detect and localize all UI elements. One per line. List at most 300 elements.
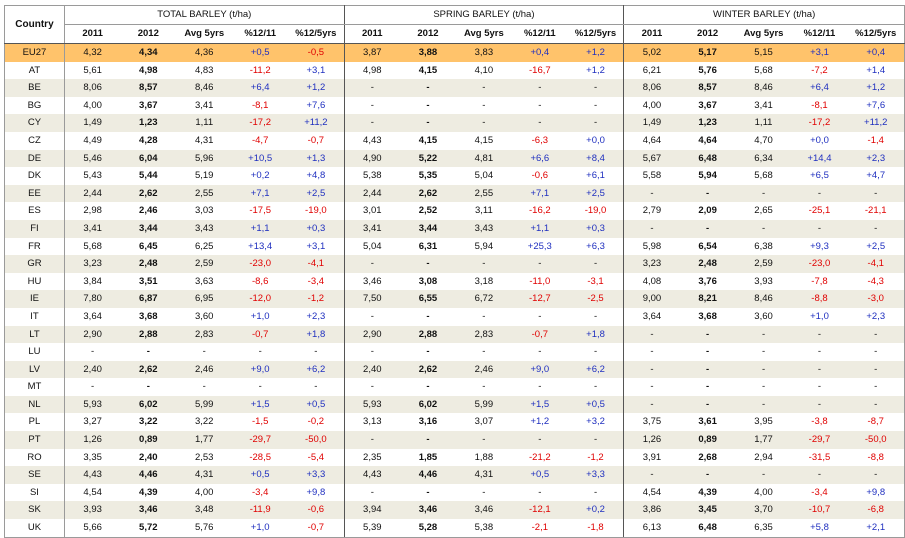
value-cell: 3,27 [83,416,102,428]
value-cell: - [146,346,150,358]
value-cell: 3,43 [456,220,512,238]
value-cell: -6,3 [531,134,549,146]
value-cell: +14,4 [792,150,848,168]
value-cell: - [792,361,848,379]
value-cell: 3,64 [83,310,102,322]
value-cell: 4,10 [474,64,494,76]
value-cell: +1,2 [530,416,550,428]
value-cell: 2,46 [456,361,512,379]
value-cell: - [512,79,568,97]
value-cell: -12,7 [512,290,568,308]
value-cell: +1,8 [568,326,624,344]
value-cell: 6,34 [736,150,792,168]
value-cell: 2,09 [698,205,717,217]
value-cell: -6,8 [847,501,904,519]
country-cell: LU [5,343,65,361]
value-cell: 3,22 [194,416,214,428]
value-cell: +6,6 [512,150,568,168]
value-cell: +7,6 [306,99,326,111]
value-cell: 3,60 [194,310,214,322]
value-cell: - [792,396,848,414]
spring-subcolumn-header: 2012 [400,25,456,44]
value-cell: 3,46 [400,501,456,519]
value-cell: - [568,114,624,132]
value-cell: +3,3 [288,466,344,484]
table-row [5,343,905,361]
barley-yield-table [4,5,905,538]
value-cell: +1,1 [232,220,288,238]
value-cell: - [482,346,486,358]
value-cell: - [344,97,400,115]
value-cell: - [817,381,822,393]
value-cell: - [847,396,904,414]
value-cell: 5,94 [474,240,494,252]
value-cell: - [624,361,680,379]
value-cell: 4,28 [139,134,158,146]
table-row [5,484,905,502]
value-cell: +7,1 [232,185,288,203]
value-cell: +0,0 [810,134,829,146]
value-cell: - [680,220,736,238]
value-cell: +2,5 [288,185,344,203]
value-cell: - [593,310,598,322]
table-row [5,466,905,484]
value-cell: -8,1 [811,99,828,111]
value-cell: 3,63 [194,275,214,287]
value-cell: - [400,79,456,97]
value-cell: +6,1 [586,170,605,182]
country-cell: SK [5,501,65,519]
value-cell: +6,2 [568,361,624,379]
table-row [5,255,905,273]
value-cell: 2,52 [418,205,438,217]
value-cell: -19,0 [305,205,327,217]
value-cell: +7,6 [866,99,886,111]
value-cell: - [426,346,430,358]
value-cell: - [482,381,486,393]
value-cell: +6,5 [810,170,829,182]
value-cell: -8,8 [867,451,884,463]
table-row [5,519,905,537]
value-cell: 3,43 [176,220,232,238]
value-cell: 3,86 [624,501,680,519]
value-cell: - [874,381,878,393]
value-cell: -21,1 [864,205,887,217]
value-cell: - [847,326,904,344]
value-cell: +2,5 [866,240,886,252]
value-cell: -11,0 [529,275,551,287]
country-cell: EE [5,185,65,203]
value-cell: +0,3 [288,220,344,238]
value-cell: -17,2 [232,114,288,132]
country-cell: SI [5,484,65,502]
total-subcolumn-header: %12/11 [232,25,288,44]
value-cell: - [847,466,904,484]
value-cell: 5,15 [736,44,792,62]
value-cell: +0,5 [232,466,288,484]
value-cell: 5,04 [344,238,400,256]
value-cell: +3,2 [586,416,605,428]
value-cell: 6,38 [754,240,773,252]
value-cell: - [258,381,262,393]
value-cell: +1,2 [586,64,605,76]
table-row [5,44,905,62]
value-cell: 2,62 [120,361,176,379]
value-cell: +2,3 [866,310,886,322]
value-cell: 3,83 [456,44,512,62]
value-cell: 2,88 [120,326,176,344]
value-cell: 0,89 [120,431,176,449]
value-cell: - [792,220,848,238]
table-row [5,114,905,132]
value-cell: 8,21 [680,290,736,308]
value-cell: 8,57 [120,79,176,97]
value-cell: 3,91 [624,449,680,467]
country-cell: AT [5,62,65,80]
value-cell: 2,35 [344,449,400,467]
value-cell: - [512,255,568,273]
value-cell: +9,8 [866,486,886,498]
value-cell: +13,4 [248,240,273,252]
spring-barley-group-header: SPRING BARLEY (t/ha) [344,6,624,25]
value-cell: 5,04 [474,170,494,182]
value-cell: +6,3 [586,240,605,252]
value-cell: - [456,431,512,449]
value-cell: 4,49 [83,134,102,146]
value-cell: - [624,185,680,203]
value-cell: -17,2 [792,114,848,132]
country-cell: CZ [5,132,65,150]
value-cell: 6,21 [624,62,680,80]
value-cell: +1,2 [847,79,904,97]
value-cell: +0,2 [568,501,624,519]
value-cell: +6,4 [232,79,288,97]
value-cell: 3,87 [344,44,400,62]
value-cell: 5,99 [456,396,512,414]
value-cell: -0,7 [307,134,325,146]
value-cell: -0,2 [307,416,325,428]
value-cell: -3,4 [307,275,325,287]
value-cell: 6,35 [736,519,792,537]
value-cell: 4,32 [64,44,120,62]
value-cell: +3,1 [306,240,326,252]
value-cell: - [680,361,736,379]
value-cell: 5,67 [624,150,680,168]
value-cell: +1,0 [810,310,829,322]
subcolumn-header-row [5,25,905,44]
value-cell: -31,5 [808,451,831,463]
value-cell: 4,90 [344,150,400,168]
value-cell: 4,54 [624,484,680,502]
value-cell: 1,77 [176,431,232,449]
value-cell: - [680,326,736,344]
total-subcolumn-header: 2012 [120,25,176,44]
value-cell: +0,4 [512,44,568,62]
value-cell: - [482,310,486,322]
value-cell: 2,62 [400,361,456,379]
value-cell: 6,02 [400,396,456,414]
value-cell: 5,98 [624,238,680,256]
value-cell: - [761,381,766,393]
country-cell: BG [5,97,65,115]
value-cell: 4,00 [83,99,102,111]
value-cell: 8,57 [680,79,736,97]
value-cell: 3,41 [344,220,400,238]
value-cell: 2,40 [139,451,158,463]
value-cell: -7,8 [811,275,828,287]
value-cell: - [344,114,400,132]
country-cell: IT [5,308,65,326]
value-cell: +0,5 [232,44,288,62]
value-cell: 3,46 [344,273,400,291]
winter-subcolumn-header: 2011 [624,25,680,44]
value-cell: - [426,99,430,111]
value-cell: -3,1 [587,275,604,287]
value-cell: - [624,396,680,414]
total-subcolumn-header: %12/5yrs [288,25,344,44]
value-cell: 5,61 [83,64,102,76]
value-cell: 5,17 [680,44,736,62]
value-cell: 5,76 [698,64,717,76]
value-cell: - [736,466,792,484]
spring-subcolumn-header: %12/5yrs [568,25,624,44]
value-cell: -23,0 [792,255,848,273]
value-cell: 1,49 [624,114,680,132]
table-row [5,308,905,326]
barley-yield-table-container [4,5,905,538]
value-cell: +2,1 [847,519,904,537]
value-cell: 3,16 [418,416,438,428]
value-cell: 4,36 [176,44,232,62]
value-cell: 5,68 [754,64,773,76]
value-cell: 4,70 [754,134,773,146]
value-cell: -0,7 [512,326,568,344]
value-cell: 5,44 [139,170,158,182]
value-cell: 1,88 [474,451,494,463]
value-cell: - [792,185,848,203]
value-cell: 4,15 [474,134,494,146]
value-cell: 6,48 [680,519,736,537]
value-cell: +6,4 [792,79,848,97]
value-cell: 4,00 [754,486,773,498]
value-cell: 4,08 [624,273,680,291]
value-cell: - [314,346,318,358]
table-row [5,202,905,220]
value-cell: 5,35 [418,170,438,182]
value-cell: 2,62 [120,185,176,203]
value-cell: - [482,486,486,498]
value-cell: - [817,346,822,358]
value-cell: 4,31 [176,466,232,484]
value-cell: -12,1 [512,501,568,519]
value-cell: 1,85 [418,451,438,463]
value-cell: 1,77 [736,431,792,449]
value-cell: 0,89 [680,431,736,449]
value-cell: -1,4 [867,134,884,146]
value-cell: - [706,346,710,358]
value-cell: 2,83 [456,326,512,344]
value-cell: -23,0 [232,255,288,273]
table-row [5,431,905,449]
value-cell: -16,7 [529,64,551,76]
value-cell: - [538,381,542,393]
winter-subcolumn-header: %12/11 [792,25,848,44]
value-cell: -1,2 [587,451,604,463]
value-cell: 5,68 [83,240,102,252]
value-cell: +0,5 [288,396,344,414]
value-cell: 5,66 [64,519,120,537]
value-cell: 4,46 [400,466,456,484]
value-cell: 1,23 [120,114,176,132]
table-row [5,62,905,80]
value-cell: 2,40 [344,361,400,379]
value-cell: 4,83 [194,64,214,76]
value-cell: - [456,79,512,97]
value-cell: -8,1 [251,99,269,111]
value-cell: 5,43 [83,170,102,182]
value-cell: -0,7 [288,519,344,537]
table-header [5,6,905,44]
value-cell: -3,0 [847,290,904,308]
value-cell: 6,95 [176,290,232,308]
country-cell: LT [5,326,65,344]
value-cell: - [624,378,680,396]
value-cell: 5,46 [64,150,120,168]
value-cell: +3,1 [306,64,326,76]
value-cell: - [344,79,400,97]
value-cell: - [91,381,95,393]
table-row [5,150,905,168]
value-cell: - [847,185,904,203]
value-cell: -0,5 [288,44,344,62]
value-cell: +6,2 [288,361,344,379]
value-cell: +1,8 [288,326,344,344]
table-row [5,501,905,519]
value-cell: -19,0 [584,205,607,217]
value-cell: +8,4 [568,150,624,168]
value-cell: +25,3 [527,240,552,252]
value-cell: 4,39 [698,486,717,498]
value-cell: 6,31 [418,240,438,252]
value-cell: 2,98 [83,205,102,217]
value-cell: -0,6 [288,501,344,519]
value-cell: 3,46 [456,501,512,519]
value-cell: +1,3 [288,150,344,168]
value-cell: +9,0 [232,361,288,379]
value-cell: 4,46 [120,466,176,484]
table-row [5,79,905,97]
value-cell: 3,94 [344,501,400,519]
value-cell: 6,54 [698,240,717,252]
value-cell: 5,72 [120,519,176,537]
value-cell: +0,0 [586,134,605,146]
value-cell: - [456,255,512,273]
value-cell: 4,00 [194,486,214,498]
value-cell: 4,34 [120,44,176,62]
value-cell: 4,43 [344,132,400,150]
value-cell: 3,60 [754,310,773,322]
value-cell: 3,45 [680,501,736,519]
value-cell: 4,64 [698,134,717,146]
country-cell: EU27 [5,44,65,62]
value-cell: -4,1 [288,255,344,273]
value-cell: 5,76 [176,519,232,537]
value-cell: - [344,343,400,361]
value-cell: 6,87 [120,290,176,308]
value-cell: 5,28 [400,519,456,537]
value-cell: 6,48 [680,150,736,168]
value-cell: - [456,114,512,132]
value-cell: 6,04 [120,150,176,168]
value-cell: 1,49 [64,114,120,132]
value-cell: 4,31 [456,466,512,484]
value-cell: 3,46 [120,501,176,519]
value-cell: 4,43 [64,466,120,484]
value-cell: - [400,255,456,273]
value-cell: -8,8 [792,290,848,308]
value-cell: - [847,361,904,379]
value-cell: -29,7 [792,431,848,449]
value-cell: 3,08 [418,275,438,287]
value-cell: 3,07 [474,416,494,428]
value-cell: 3,18 [474,275,494,287]
value-cell: 2,94 [754,451,773,463]
table-row [5,326,905,344]
value-cell: 4,00 [624,97,680,115]
value-cell: 2,40 [64,361,120,379]
value-cell: - [426,381,430,393]
value-cell: -11,2 [249,64,271,76]
value-cell: +2,3 [306,310,326,322]
value-cell: - [344,378,400,396]
value-cell: 3,44 [120,220,176,238]
value-cell: 3,76 [698,275,717,287]
value-cell: - [593,346,598,358]
value-cell: -10,7 [792,501,848,519]
value-cell: -50,0 [288,431,344,449]
value-cell: +0,2 [250,170,270,182]
value-cell: - [593,381,598,393]
value-cell: 3,68 [139,310,158,322]
value-cell: - [202,346,206,358]
value-cell: - [736,396,792,414]
value-cell: - [736,361,792,379]
table-row [5,361,905,379]
country-cell: FR [5,238,65,256]
table-body [5,44,905,538]
value-cell: 1,26 [64,431,120,449]
value-cell: 5,02 [624,44,680,62]
value-cell: - [624,466,680,484]
value-cell: -1,8 [568,519,624,537]
country-cell: DK [5,167,65,185]
value-cell: 3,48 [176,501,232,519]
value-cell: 4,15 [418,64,438,76]
value-cell: 6,13 [624,519,680,537]
value-cell: - [680,185,736,203]
country-cell: IE [5,290,65,308]
value-cell: 2,48 [120,255,176,273]
value-cell: +4,7 [866,170,886,182]
country-cell: SE [5,466,65,484]
value-cell: - [344,308,400,326]
value-cell: -2,5 [568,290,624,308]
value-cell: +9,0 [512,361,568,379]
value-cell: 8,46 [736,79,792,97]
value-cell: -3,8 [811,416,828,428]
value-cell: - [680,466,736,484]
value-cell: 3,41 [754,99,773,111]
